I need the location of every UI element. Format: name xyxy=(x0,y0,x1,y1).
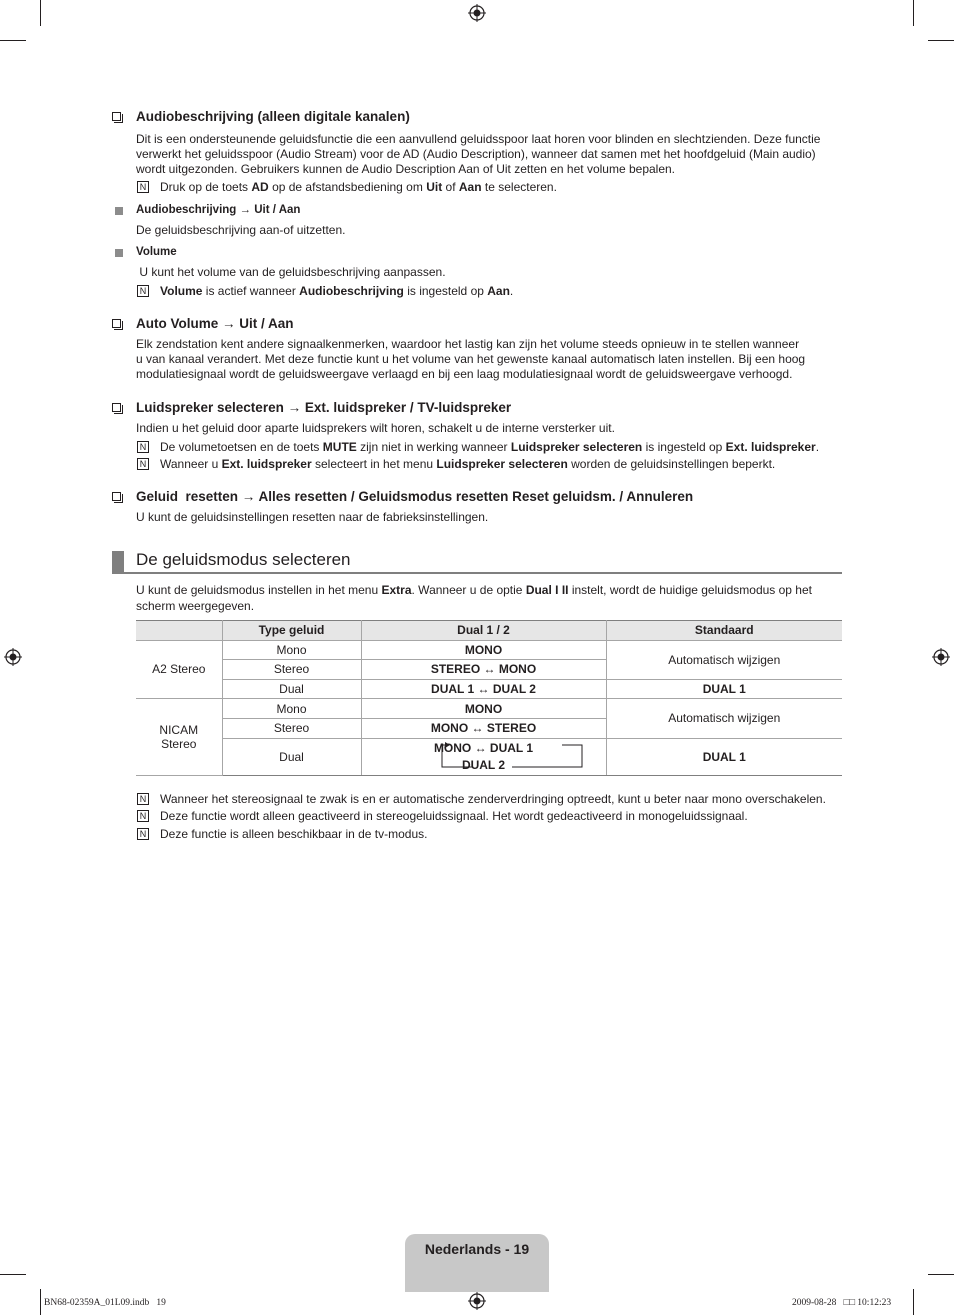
table-cell: STEREO ↔ MONO xyxy=(361,660,606,680)
section-marker xyxy=(112,551,124,573)
table-cell: Stereo xyxy=(222,660,361,680)
group-label: A2 Stereo xyxy=(136,640,222,699)
table-header xyxy=(136,621,222,641)
table-header: Standaard xyxy=(606,621,842,641)
table-header: Type geluid xyxy=(222,621,361,641)
table-cell: DUAL 1 ↔ DUAL 2 xyxy=(361,679,606,699)
table-cell-cycle xyxy=(361,738,606,775)
heading-geluid-resetten: Geluid resetten → Alles resetten / Geluidsmodus resetten Reset geluidsm. / Annuleren xyxy=(136,489,694,504)
table-cell: Mono xyxy=(222,640,361,660)
table-cell: Dual xyxy=(222,738,361,775)
table-header: Dual 1 / 2 xyxy=(361,621,606,641)
crop-mark xyxy=(913,1289,914,1315)
checkbox-bullet-icon xyxy=(112,492,121,501)
crop-mark xyxy=(0,1274,26,1275)
cycle-line-1: MONO ↔ DUAL 1 xyxy=(433,740,534,755)
paragraph: De geluidsbeschrijving aan-of uitzetten. xyxy=(136,223,346,237)
table-cell: MONO xyxy=(361,640,606,660)
registration-mark-icon xyxy=(932,648,950,666)
note-icon: N xyxy=(137,285,149,297)
table-cell: DUAL 1 xyxy=(606,738,842,775)
note-icon: N xyxy=(137,828,149,840)
paragraph: Elk zendstation kent andere signaalkenmerken, waardoor het lastig kan zijn het volume steeds opnieuw in te stellen wanneer xyxy=(136,337,800,351)
note-icon: N xyxy=(137,793,149,805)
square-bullet-icon xyxy=(115,207,123,215)
table-cell: Dual xyxy=(222,679,361,699)
table-cell: Automatisch wijzigen xyxy=(606,640,842,679)
table-row xyxy=(136,640,842,660)
checkbox-bullet-icon xyxy=(112,319,121,328)
paragraph: wordt uitgezonden. Gebruikers kunnen de Audio Description Aan of Uit zetten en het volume bepalen. xyxy=(136,162,676,176)
registration-mark-icon xyxy=(468,1292,486,1310)
crop-mark xyxy=(40,0,41,26)
paragraph: verwerkt het geluidsspoor (Audio Stream) voor de AD (Audio Description), wanneer dat samen met het hoofdgeluid (Main audio) xyxy=(136,147,816,161)
crop-mark xyxy=(40,1289,41,1315)
paragraph: u van kanaal verandert. Met deze functie kunt u het volume van het gewenste kanaal automatisch laten instellen. Bij een hoog xyxy=(136,352,806,366)
paragraph: Dit is een ondersteunende geluidsfunctie die een aanvullend geluidsspoor laat horen voor blinden en slechtzienden. Deze functie xyxy=(136,132,821,146)
note-bottom: Wanneer het stereosignaal te zwak is en er automatische zenderverdringing optreedt, kunt u beter naar mono overschakelen. xyxy=(160,792,826,806)
square-bullet-icon xyxy=(115,249,123,257)
note-icon: N xyxy=(137,810,149,822)
table-cell: Automatisch wijzigen xyxy=(606,699,842,738)
table-cell: Mono xyxy=(222,699,361,719)
paragraph: modulatiesignaal wordt de geluidsweergave verlaagd en bij een laag modulatiesignaal wordt de geluidsweergave verhoogd. xyxy=(136,367,793,381)
slug-left: BN68-02359A_01L09.indb 19 xyxy=(44,1298,166,1308)
intro-paragraph: scherm weergegeven. xyxy=(136,599,255,613)
note-mute: De volumetoetsen en de toets MUTE zijn niet in werking wanneer Luidspreker selecteren is ingesteld op Ext. luidspreker. xyxy=(160,440,820,454)
heading-luidspreker: Luidspreker selecteren → Ext. luidspreker / TV-luidspreker xyxy=(136,400,512,415)
intro-paragraph: U kunt de geluidsmodus instellen in het menu Extra. Wanneer u de optie Dual I II instelt, wordt de huidige geluidsmodus op het xyxy=(136,583,812,597)
table-header-row xyxy=(136,621,842,641)
table-row xyxy=(136,738,842,775)
registration-mark-icon xyxy=(468,4,486,22)
table-row xyxy=(136,679,842,699)
cycle-line-2: DUAL 2 xyxy=(461,757,506,772)
section-title: De geluidsmodus selecteren xyxy=(136,550,351,569)
note-ext: Wanneer u Ext. luidspreker selecteert in het menu Luidspreker selecteren worden de geluidsinstellingen beperkt. xyxy=(160,457,776,471)
section-rule xyxy=(112,572,842,574)
group-label: NICAM Stereo xyxy=(136,699,222,775)
checkbox-bullet-icon xyxy=(112,112,121,121)
table-cell: MONO xyxy=(361,699,606,719)
crop-mark xyxy=(0,40,26,41)
page-number: Nederlands - 19 xyxy=(424,1241,530,1257)
table-row xyxy=(136,699,842,719)
paragraph: U kunt het volume van de geluidsbeschrijving aanpassen. xyxy=(136,265,446,279)
slug-right: 2009-08-28 □□ 10:12:23 xyxy=(792,1298,892,1308)
crop-mark xyxy=(913,0,914,26)
crop-mark xyxy=(928,40,954,41)
sound-mode-table xyxy=(136,620,842,776)
note-icon: N xyxy=(137,458,149,470)
table-cell: DUAL 1 xyxy=(606,679,842,699)
table-cell: MONO ↔ STEREO xyxy=(361,718,606,738)
note-icon: N xyxy=(137,181,149,193)
note-volume: Volume is actief wanneer Audiobeschrijving is ingesteld op Aan. xyxy=(160,284,514,298)
checkbox-bullet-icon xyxy=(112,403,121,412)
table-cell: Stereo xyxy=(222,718,361,738)
note-icon: N xyxy=(137,441,149,453)
note-bottom: Deze functie wordt alleen geactiveerd in stereogeluidssignaal. Het wordt gedeactiveerd in monogeluidssignaal. xyxy=(160,809,748,823)
note-ad: Druk op de toets AD op de afstandsbediening om Uit of Aan te selecteren. xyxy=(160,180,557,194)
paragraph: Indien u het geluid door aparte luidsprekers wilt horen, schakelt u de interne versterker uit. xyxy=(136,421,615,435)
heading-auto-volume: Auto Volume → Uit / Aan xyxy=(136,316,294,331)
subitem-label: Audiobeschrijving → Uit / Aan xyxy=(136,204,301,216)
note-bottom: Deze functie is alleen beschikbaar in de tv-modus. xyxy=(160,827,428,841)
heading-audiobeschrijving: Audiobeschrijving (alleen digitale kanalen) xyxy=(136,109,410,124)
subitem-label: Volume xyxy=(136,246,177,258)
registration-mark-icon xyxy=(4,648,22,666)
paragraph: U kunt de geluidsinstellingen resetten naar de fabrieksinstellingen. xyxy=(136,510,489,524)
crop-mark xyxy=(928,1274,954,1275)
